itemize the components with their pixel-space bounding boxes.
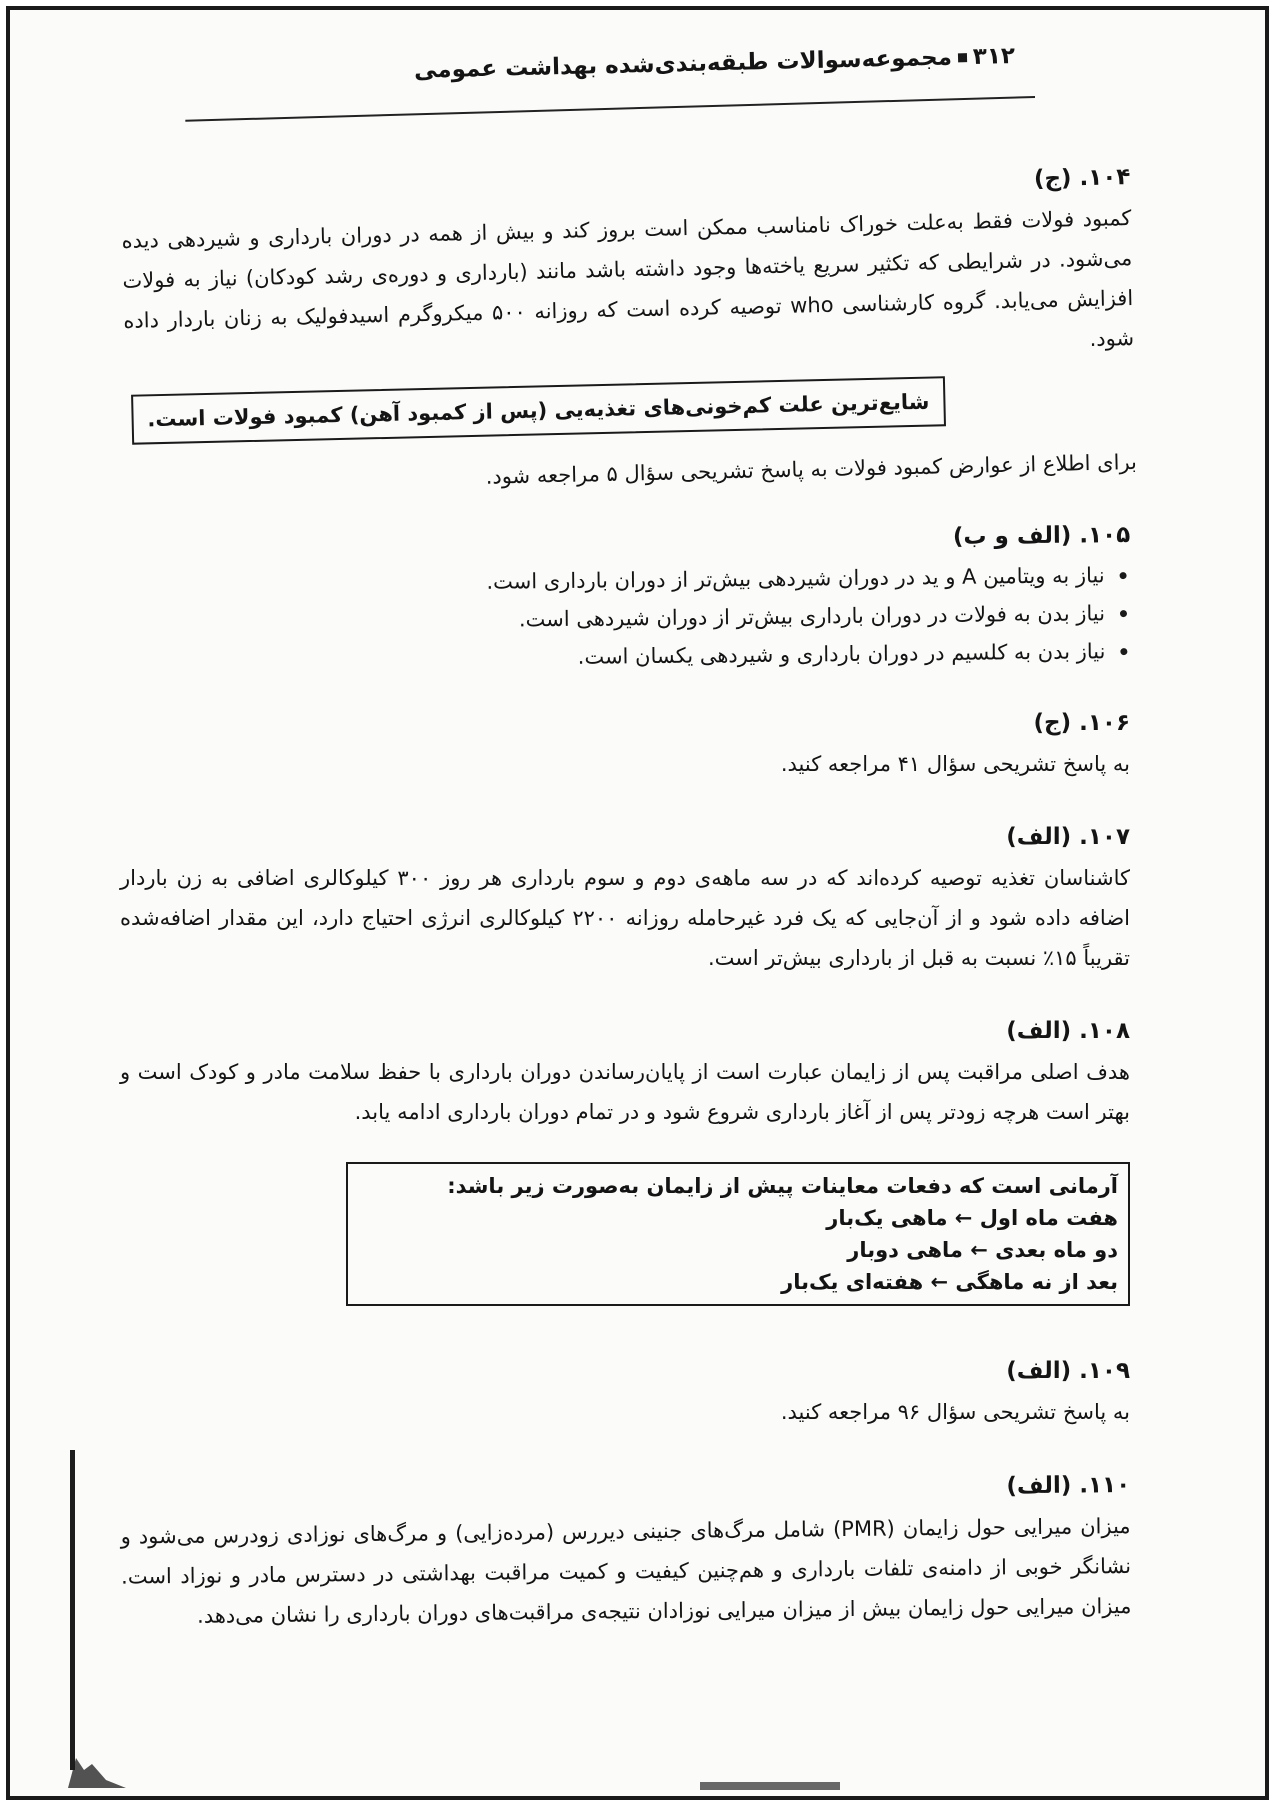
header-rule — [185, 96, 1035, 122]
list-item-text: نیاز بدن به کلسیم در دوران بارداری و شیردهی یکسان است. — [577, 639, 1106, 669]
answer-heading: ۱۰۵. (الف و ب) — [952, 521, 1131, 550]
bullet-icon — [1120, 610, 1127, 617]
answer-paragraph: کمبود فولات فقط به‌علت خوراک نامناسب ممکن است بروز کند و بیش از همه در دوران بارداری و شیردهی دیده می‌شود. در شرایطی که تکثیر سریع یاخته‌ها وجود داشته باشد مانند (بارداری و دوره‌ی رشد کودکان) نیاز به فولات افزایش می‌یابد. گروه کارشناسی who توصیه کرده است که روزانه ۵۰۰ میکروگرم اسیدفولیک به زنان باردار داده شود. — [121, 205, 1135, 351]
answer-104 — [120, 160, 1137, 505]
answer-paragraph: میزان میرایی حول زایمان (PMR) شامل مرگ‌های جنینی دیررس (مرده‌زایی) و مرگ‌های نوزادی زودرس می‌شود و نشانگر خوبی از دامنه‌ی تلفات بارداری و هم‌چنین کیفیت و کمیت مراقبت بهداشتی در دسترس مادر و نوزاد است. میزان میرایی حول زایمان بیش از میزان میرایی نوزادان نتیجه‌ی مراقبت‌های دوران بارداری را نشان می‌دهد. — [120, 1513, 1132, 1628]
answer-110 — [120, 1468, 1132, 1637]
header-separator-square — [958, 53, 967, 62]
answer-109 — [120, 1354, 1130, 1432]
answer-107 — [120, 820, 1130, 978]
binding-edge-mark — [70, 1450, 75, 1770]
answer-heading: ۱۰۹. (الف) — [1006, 1358, 1130, 1384]
schedule-intro: آرمانی است که دفعات معاینات پیش از زایمان به‌صورت زیر باشد: — [447, 1174, 1118, 1198]
schedule-line: دو ماه بعدی ← ماهی دوبار — [847, 1238, 1118, 1262]
answer-105 — [120, 518, 1132, 681]
answer-heading: ۱۰۸. (الف) — [1006, 1018, 1130, 1044]
answer-paragraph: هدف اصلی مراقبت پس از زایمان عبارت است از پایان‌رساندن دوران بارداری با حفظ سلامت مادر و کودک است و بهتر است هرچه زودتر پس از آغاز بارداری شروع شود و در تمام دوران بارداری ادامه یابد. — [120, 1060, 1130, 1124]
answer-heading: ۱۰۴. (ج) — [1033, 163, 1131, 193]
answer-108 — [120, 1014, 1130, 1306]
answer-followup: برای اطلاع از عوارض کمبود فولات به پاسخ تشریحی سؤال ۵ مراجعه شود. — [485, 449, 1138, 489]
answer-heading: ۱۰۷. (الف) — [1006, 824, 1130, 850]
list-item-text: نیاز به ویتامین A و ید در دوران شیردهی بیش‌تر از دوران بارداری است. — [486, 563, 1105, 594]
running-header — [235, 40, 1016, 84]
answer-heading: ۱۰۶. (ج) — [1033, 710, 1130, 736]
schedule-box — [346, 1162, 1130, 1306]
bullet-icon — [1120, 648, 1127, 655]
list-item-text: نیاز بدن به فولات در دوران بارداری بیش‌تر از دوران شیردهی است. — [518, 601, 1106, 632]
answers-content — [120, 160, 1138, 1628]
answer-heading: ۱۱۰. (الف) — [1006, 1471, 1131, 1500]
answer-paragraph: به پاسخ تشریحی سؤال ۹۶ مراجعه کنید. — [780, 1400, 1130, 1424]
answer-106 — [120, 706, 1130, 784]
bullet-icon — [1120, 572, 1127, 579]
corner-scan-artifact — [66, 1750, 136, 1790]
page-frame — [6, 6, 1269, 1800]
book-title: مجموعه‌سوالات طبقه‌بندی‌شده بهداشت عمومی — [413, 44, 953, 84]
answer-paragraph: به پاسخ تشریحی سؤال ۴۱ مراجعه کنید. — [780, 752, 1130, 776]
note-box: شایع‌ترین علت کم‌خونی‌های تغذیه‌یی (پس از کمبود آهن) کمبود فولات است. — [131, 376, 946, 444]
page-number: ۳۱۲ — [972, 43, 1016, 71]
bullet-list — [120, 556, 1131, 681]
schedule-line: هفت ماه اول ← ماهی یک‌بار — [826, 1206, 1118, 1230]
running-head-line — [235, 40, 1016, 91]
scan-smudge — [700, 1782, 840, 1790]
schedule-line: بعد از نه ماهگی ← هفته‌ای یک‌بار — [781, 1270, 1118, 1294]
answer-paragraph: کاشناسان تغذیه توصیه کرده‌اند که در سه ماهه‌ی دوم و سوم بارداری هر روز ۳۰۰ کیلوکالری اضافی به زن باردار اضافه داده شود و از آن‌جایی که یک فرد غیرحامله روزانه ۲۲۰۰ کیلوکالری انرژی احتیاج دارد، این مقدار اضافه‌شده تقریباً ۱۵٪ نسبت به قبل از بارداری بیش‌تر است. — [120, 866, 1131, 970]
